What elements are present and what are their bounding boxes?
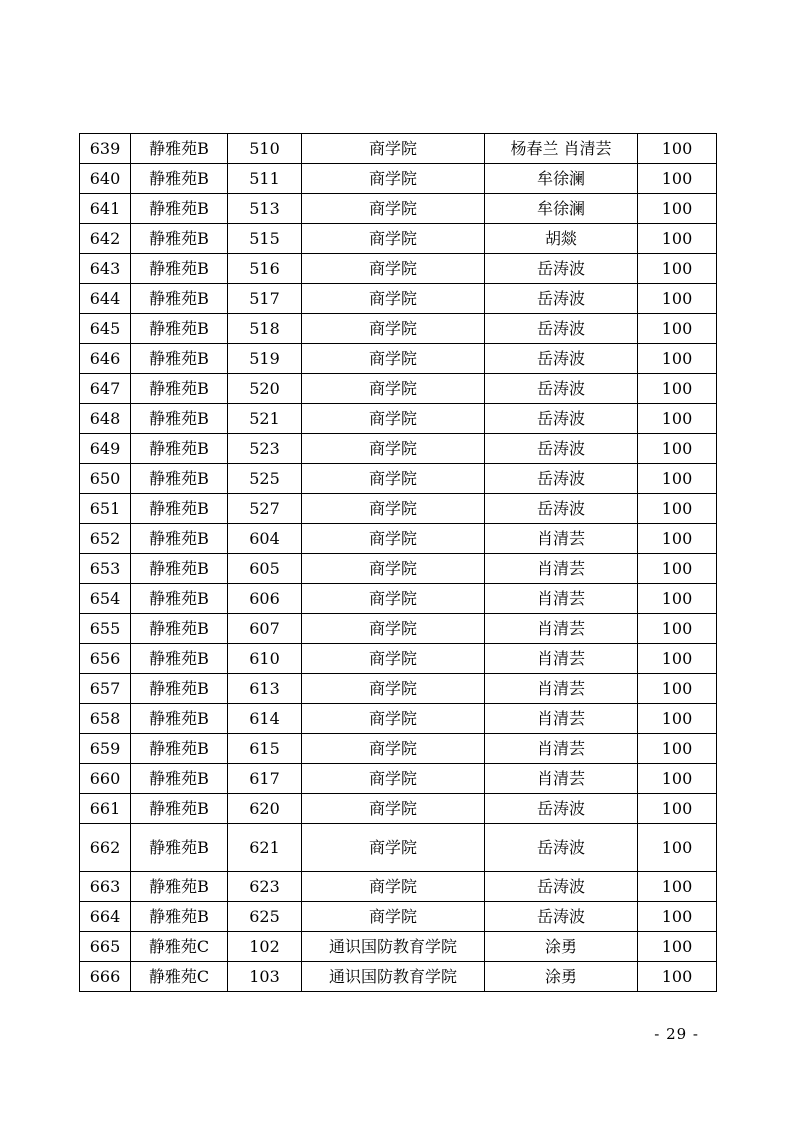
table-row [80,554,717,584]
college-cell: 商学院 [302,764,485,794]
college-cell: 商学院 [302,224,485,254]
building-cell: 静雅苑B [131,644,228,674]
table-row [80,764,717,794]
score-cell: 100 [638,824,717,872]
score-cell: 100 [638,344,717,374]
score-cell: 100 [638,134,717,164]
building-cell: 静雅苑B [131,344,228,374]
responsible-person-cell: 岳涛波 [485,794,638,824]
responsible-person-cell: 肖清芸 [485,674,638,704]
room-cell: 623 [228,872,302,902]
table-row [80,254,717,284]
score-cell: 100 [638,314,717,344]
responsible-person-cell: 岳涛波 [485,902,638,932]
responsible-person-cell: 肖清芸 [485,584,638,614]
table-row [80,374,717,404]
score-cell: 100 [638,494,717,524]
building-cell: 静雅苑B [131,764,228,794]
score-cell: 100 [638,764,717,794]
building-cell: 静雅苑B [131,524,228,554]
responsible-person-cell: 涂勇 [485,962,638,992]
building-cell: 静雅苑B [131,284,228,314]
row-number-cell: 663 [80,872,131,902]
table-row [80,494,717,524]
dormitory-score-table [79,133,717,992]
score-cell: 100 [638,704,717,734]
row-number-cell: 652 [80,524,131,554]
table-body [80,134,717,992]
room-cell: 606 [228,584,302,614]
building-cell: 静雅苑B [131,224,228,254]
score-cell: 100 [638,224,717,254]
college-cell: 商学院 [302,284,485,314]
college-cell: 商学院 [302,902,485,932]
row-number-cell: 642 [80,224,131,254]
table-row [80,614,717,644]
table-row [80,434,717,464]
building-cell: 静雅苑B [131,584,228,614]
score-cell: 100 [638,164,717,194]
college-cell: 商学院 [302,134,485,164]
row-number-cell: 657 [80,674,131,704]
building-cell: 静雅苑B [131,674,228,704]
table-row [80,824,717,872]
table-row [80,902,717,932]
college-cell: 商学院 [302,614,485,644]
score-cell: 100 [638,932,717,962]
room-cell: 523 [228,434,302,464]
table-row [80,704,717,734]
room-cell: 613 [228,674,302,704]
score-cell: 100 [638,434,717,464]
responsible-person-cell: 岳涛波 [485,404,638,434]
building-cell: 静雅苑B [131,494,228,524]
table-row [80,464,717,494]
row-number-cell: 650 [80,464,131,494]
building-cell: 静雅苑B [131,194,228,224]
score-cell: 100 [638,674,717,704]
row-number-cell: 644 [80,284,131,314]
responsible-person-cell: 肖清芸 [485,734,638,764]
college-cell: 商学院 [302,434,485,464]
responsible-person-cell: 胡燚 [485,224,638,254]
college-cell: 商学院 [302,194,485,224]
building-cell: 静雅苑B [131,704,228,734]
table-row [80,224,717,254]
responsible-person-cell: 岳涛波 [485,824,638,872]
score-cell: 100 [638,584,717,614]
building-cell: 静雅苑B [131,734,228,764]
table-row [80,674,717,704]
college-cell: 商学院 [302,254,485,284]
row-number-cell: 651 [80,494,131,524]
score-cell: 100 [638,554,717,584]
room-cell: 510 [228,134,302,164]
college-cell: 通识国防教育学院 [302,962,485,992]
score-cell: 100 [638,734,717,764]
room-cell: 527 [228,494,302,524]
college-cell: 商学院 [302,314,485,344]
responsible-person-cell: 岳涛波 [485,494,638,524]
row-number-cell: 664 [80,902,131,932]
college-cell: 商学院 [302,704,485,734]
room-cell: 521 [228,404,302,434]
score-cell: 100 [638,614,717,644]
table-row [80,644,717,674]
table-row [80,524,717,554]
building-cell: 静雅苑B [131,794,228,824]
building-cell: 静雅苑B [131,902,228,932]
room-cell: 525 [228,464,302,494]
table-row [80,194,717,224]
building-cell: 静雅苑B [131,872,228,902]
row-number-cell: 666 [80,962,131,992]
room-cell: 607 [228,614,302,644]
room-cell: 518 [228,314,302,344]
table-row [80,314,717,344]
table-row [80,932,717,962]
row-number-cell: 662 [80,824,131,872]
responsible-person-cell: 肖清芸 [485,764,638,794]
responsible-person-cell: 肖清芸 [485,554,638,584]
row-number-cell: 639 [80,134,131,164]
row-number-cell: 654 [80,584,131,614]
score-cell: 100 [638,644,717,674]
row-number-cell: 661 [80,794,131,824]
row-number-cell: 658 [80,704,131,734]
college-cell: 通识国防教育学院 [302,932,485,962]
room-cell: 519 [228,344,302,374]
room-cell: 625 [228,902,302,932]
row-number-cell: 645 [80,314,131,344]
row-number-cell: 653 [80,554,131,584]
responsible-person-cell: 牟徐澜 [485,194,638,224]
responsible-person-cell: 岳涛波 [485,872,638,902]
room-cell: 604 [228,524,302,554]
college-cell: 商学院 [302,524,485,554]
score-cell: 100 [638,794,717,824]
building-cell: 静雅苑B [131,314,228,344]
responsible-person-cell: 肖清芸 [485,524,638,554]
row-number-cell: 659 [80,734,131,764]
responsible-person-cell: 肖清芸 [485,704,638,734]
college-cell: 商学院 [302,344,485,374]
college-cell: 商学院 [302,674,485,704]
table-row [80,794,717,824]
row-number-cell: 655 [80,614,131,644]
room-cell: 617 [228,764,302,794]
building-cell: 静雅苑B [131,134,228,164]
responsible-person-cell: 肖清芸 [485,614,638,644]
table-row [80,164,717,194]
table-row [80,734,717,764]
responsible-person-cell: 杨春兰 肖清芸 [485,134,638,164]
table-row [80,404,717,434]
college-cell: 商学院 [302,644,485,674]
table-row [80,284,717,314]
college-cell: 商学院 [302,164,485,194]
room-cell: 103 [228,962,302,992]
building-cell: 静雅苑B [131,824,228,872]
score-cell: 100 [638,254,717,284]
score-cell: 100 [638,284,717,314]
room-cell: 517 [228,284,302,314]
responsible-person-cell: 涂勇 [485,932,638,962]
room-cell: 621 [228,824,302,872]
building-cell: 静雅苑B [131,464,228,494]
responsible-person-cell: 岳涛波 [485,254,638,284]
room-cell: 102 [228,932,302,962]
row-number-cell: 649 [80,434,131,464]
college-cell: 商学院 [302,464,485,494]
college-cell: 商学院 [302,824,485,872]
responsible-person-cell: 岳涛波 [485,434,638,464]
score-cell: 100 [638,962,717,992]
responsible-person-cell: 牟徐澜 [485,164,638,194]
room-cell: 605 [228,554,302,584]
score-cell: 100 [638,524,717,554]
room-cell: 511 [228,164,302,194]
table-row [80,872,717,902]
responsible-person-cell: 岳涛波 [485,374,638,404]
building-cell: 静雅苑B [131,404,228,434]
college-cell: 商学院 [302,554,485,584]
row-number-cell: 641 [80,194,131,224]
responsible-person-cell: 肖清芸 [485,644,638,674]
room-cell: 520 [228,374,302,404]
building-cell: 静雅苑B [131,254,228,284]
college-cell: 商学院 [302,794,485,824]
room-cell: 620 [228,794,302,824]
table-row [80,584,717,614]
row-number-cell: 656 [80,644,131,674]
college-cell: 商学院 [302,404,485,434]
row-number-cell: 640 [80,164,131,194]
score-cell: 100 [638,872,717,902]
building-cell: 静雅苑B [131,164,228,194]
score-cell: 100 [638,374,717,404]
room-cell: 515 [228,224,302,254]
table-row [80,962,717,992]
building-cell: 静雅苑C [131,962,228,992]
room-cell: 614 [228,704,302,734]
college-cell: 商学院 [302,734,485,764]
row-number-cell: 665 [80,932,131,962]
score-cell: 100 [638,902,717,932]
row-number-cell: 646 [80,344,131,374]
college-cell: 商学院 [302,374,485,404]
room-cell: 516 [228,254,302,284]
score-cell: 100 [638,464,717,494]
row-number-cell: 647 [80,374,131,404]
building-cell: 静雅苑B [131,614,228,644]
college-cell: 商学院 [302,872,485,902]
building-cell: 静雅苑C [131,932,228,962]
table-row [80,344,717,374]
room-cell: 615 [228,734,302,764]
college-cell: 商学院 [302,494,485,524]
responsible-person-cell: 岳涛波 [485,284,638,314]
building-cell: 静雅苑B [131,434,228,464]
room-cell: 610 [228,644,302,674]
responsible-person-cell: 岳涛波 [485,464,638,494]
responsible-person-cell: 岳涛波 [485,314,638,344]
room-cell: 513 [228,194,302,224]
score-cell: 100 [638,194,717,224]
row-number-cell: 643 [80,254,131,284]
row-number-cell: 648 [80,404,131,434]
building-cell: 静雅苑B [131,374,228,404]
building-cell: 静雅苑B [131,554,228,584]
college-cell: 商学院 [302,584,485,614]
score-cell: 100 [638,404,717,434]
row-number-cell: 660 [80,764,131,794]
table-row [80,134,717,164]
page-number: - 29 - [654,1025,699,1043]
responsible-person-cell: 岳涛波 [485,344,638,374]
